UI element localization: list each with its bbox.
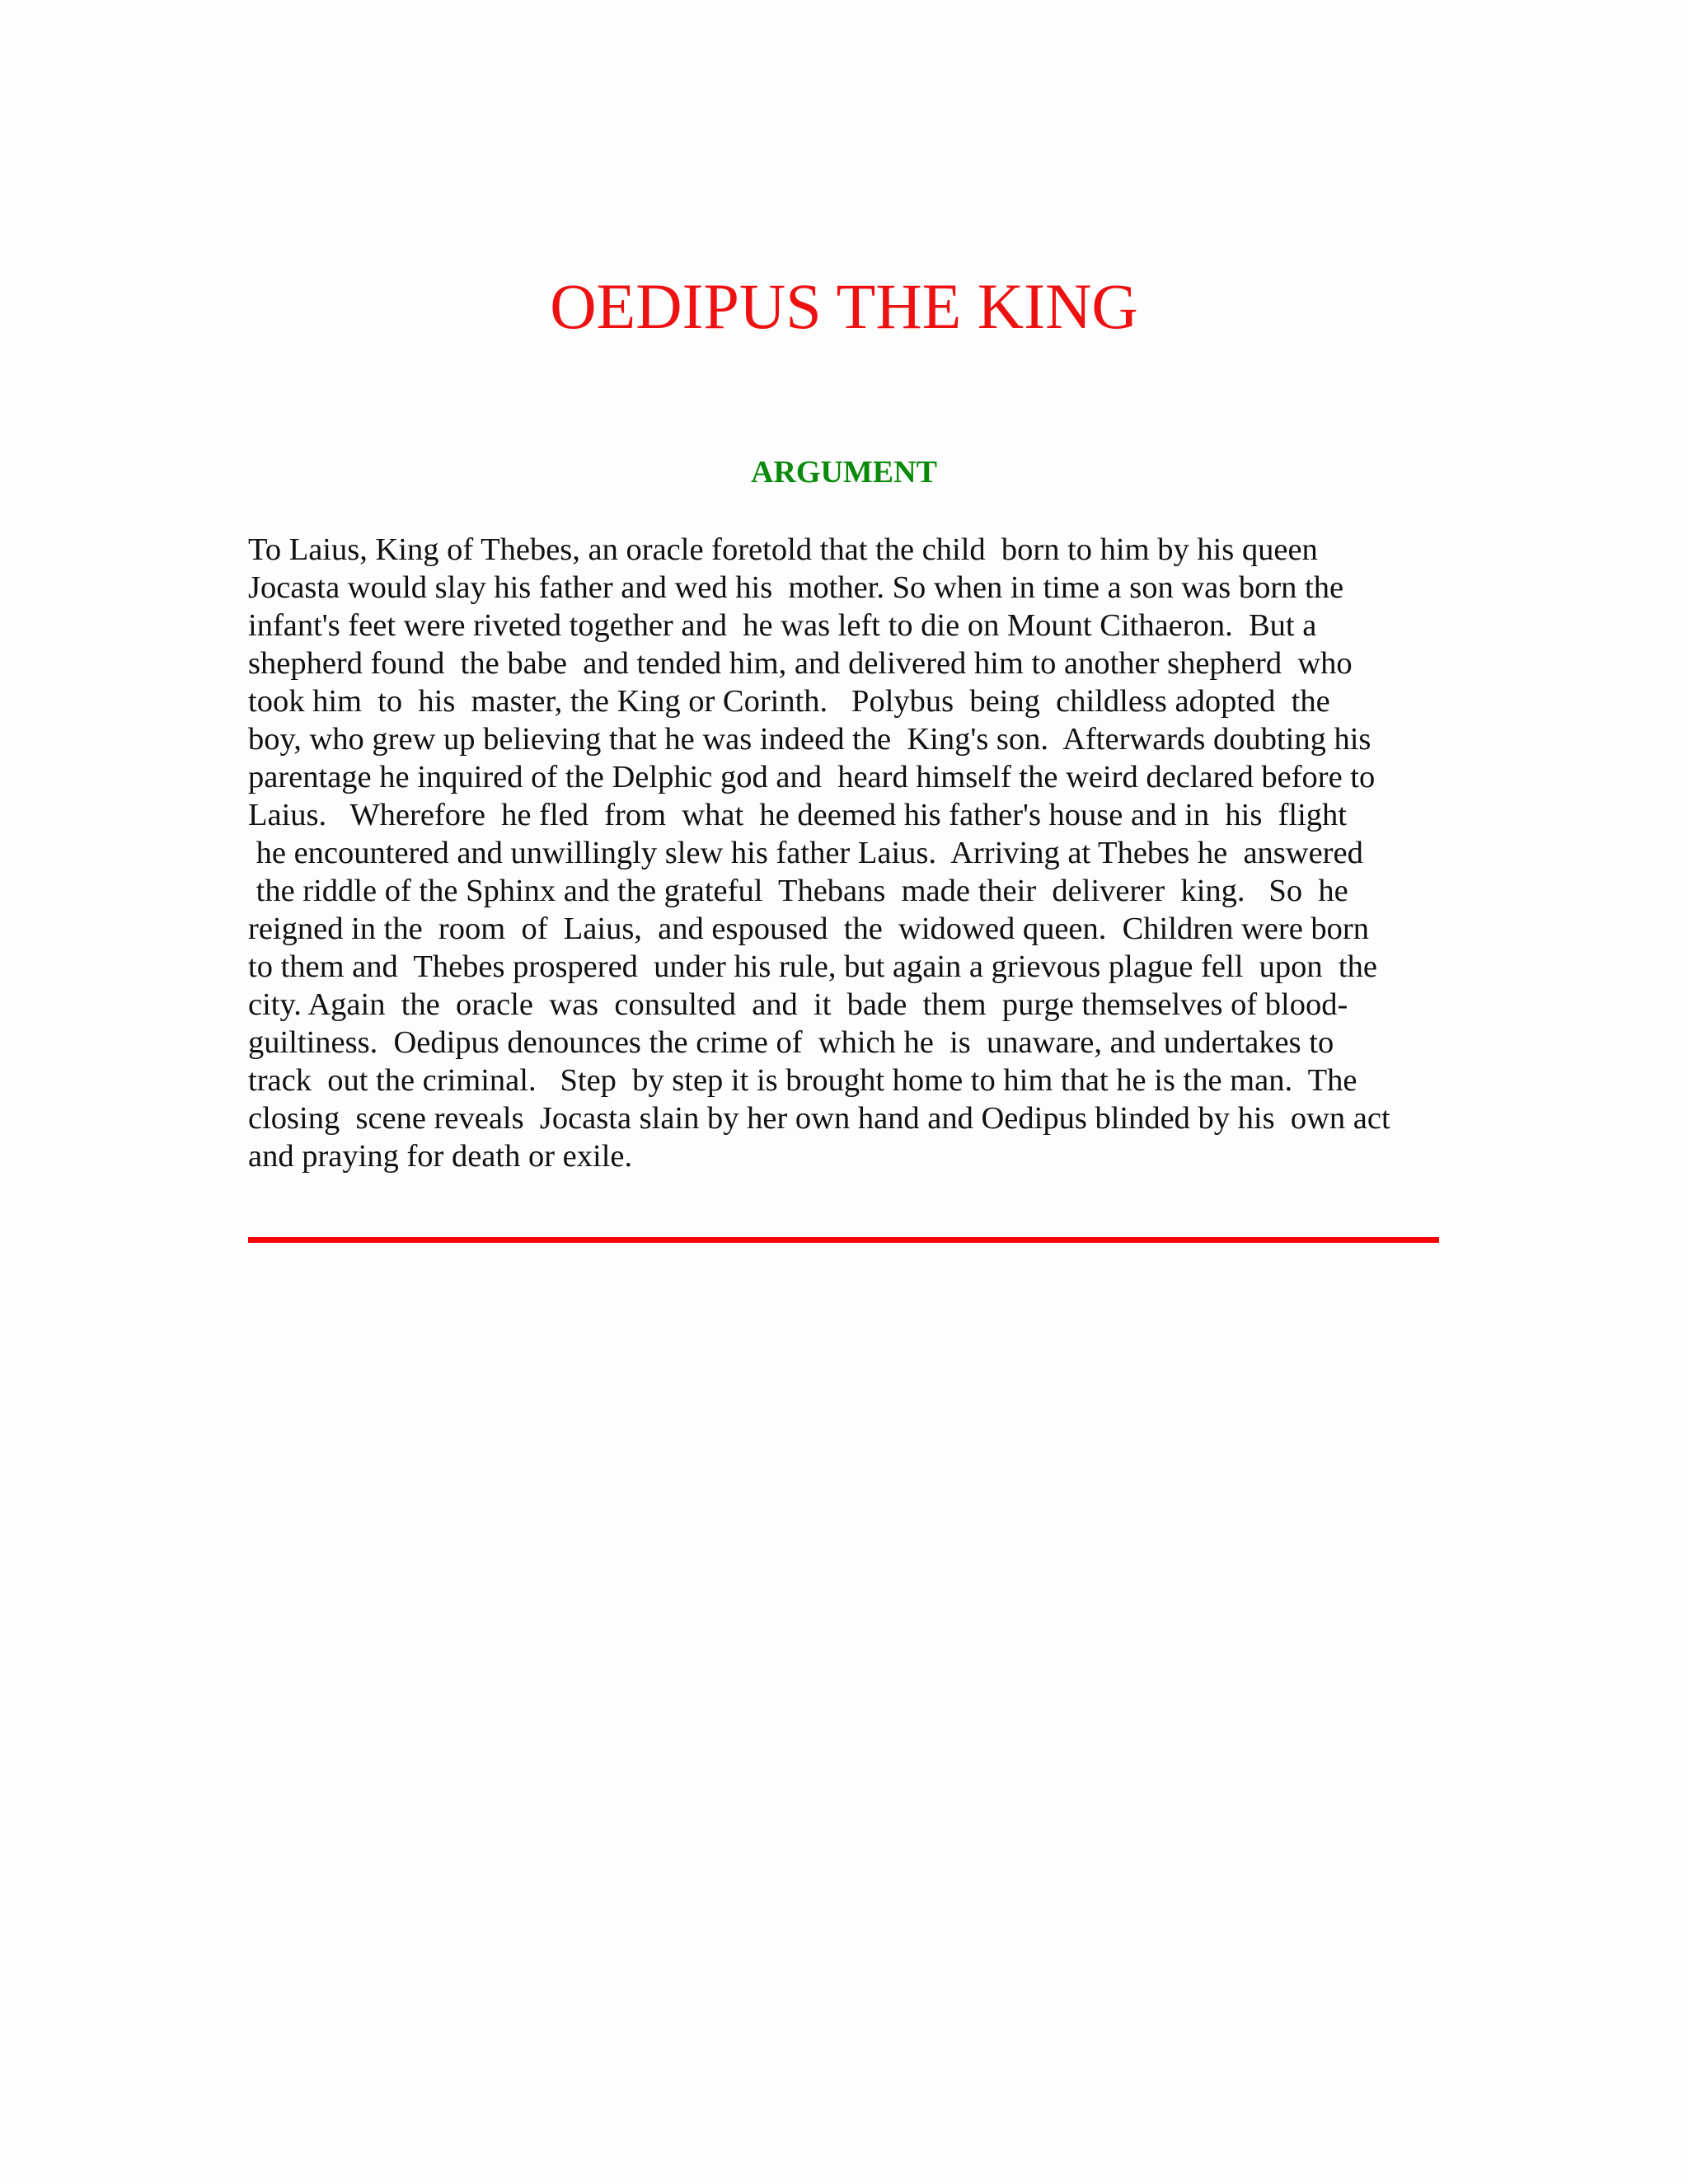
text-line: parentage he inquired of the Delphic god and heard himself the weird declared before to bbox=[248, 760, 1376, 794]
text-line: infant's feet were riveted together and he was left to die on Mount Cithaeron. But a bbox=[248, 608, 1317, 643]
text-line: to them and Thebes prospered under his rule, but again a grievous plague fell upon the bbox=[248, 949, 1377, 984]
section-heading-argument: ARGUMENT bbox=[751, 455, 937, 490]
text-line: shepherd found the babe and tended him, and delivered him to another shepherd who bbox=[248, 646, 1353, 681]
horizontal-rule bbox=[248, 1237, 1439, 1243]
text-line: track out the criminal. Step by step it is brought home to him that he is the man. The bbox=[248, 1063, 1357, 1098]
argument-paragraph bbox=[248, 531, 1451, 1175]
text-line: Laius. Wherefore he fled from what he deemed his father's house and in his flight bbox=[248, 798, 1348, 832]
text-line: guiltiness. Oedipus denounces the crime of which he is unaware, and undertakes to bbox=[248, 1025, 1334, 1060]
text-line: the riddle of the Sphinx and the grateful Thebans made their deliverer king. So he bbox=[248, 874, 1348, 908]
text-line: To Laius, King of Thebes, an oracle foretold that the child born to him by his queen bbox=[248, 532, 1318, 567]
text-line: Jocasta would slay his father and wed his mother. So when in time a son was born the bbox=[248, 570, 1344, 605]
text-line: and praying for death or exile. bbox=[248, 1139, 633, 1174]
text-line: boy, who grew up believing that he was indeed the King's son. Afterwards doubting his bbox=[248, 722, 1372, 757]
text-line: he encountered and unwillingly slew his father Laius. Arriving at Thebes he answered bbox=[248, 836, 1363, 870]
text-line: took him to his master, the King or Corinth. Polybus being childless adopted the bbox=[248, 684, 1330, 719]
text-line: closing scene reveals Jocasta slain by her own hand and Oedipus blinded by his own act bbox=[248, 1101, 1390, 1136]
page-title: OEDIPUS THE KING bbox=[550, 270, 1138, 342]
text-line: reigned in the room of Laius, and espoused the widowed queen. Children were born bbox=[248, 912, 1369, 946]
text-line: city. Again the oracle was consulted and it bade them purge themselves of blood- bbox=[248, 987, 1348, 1022]
